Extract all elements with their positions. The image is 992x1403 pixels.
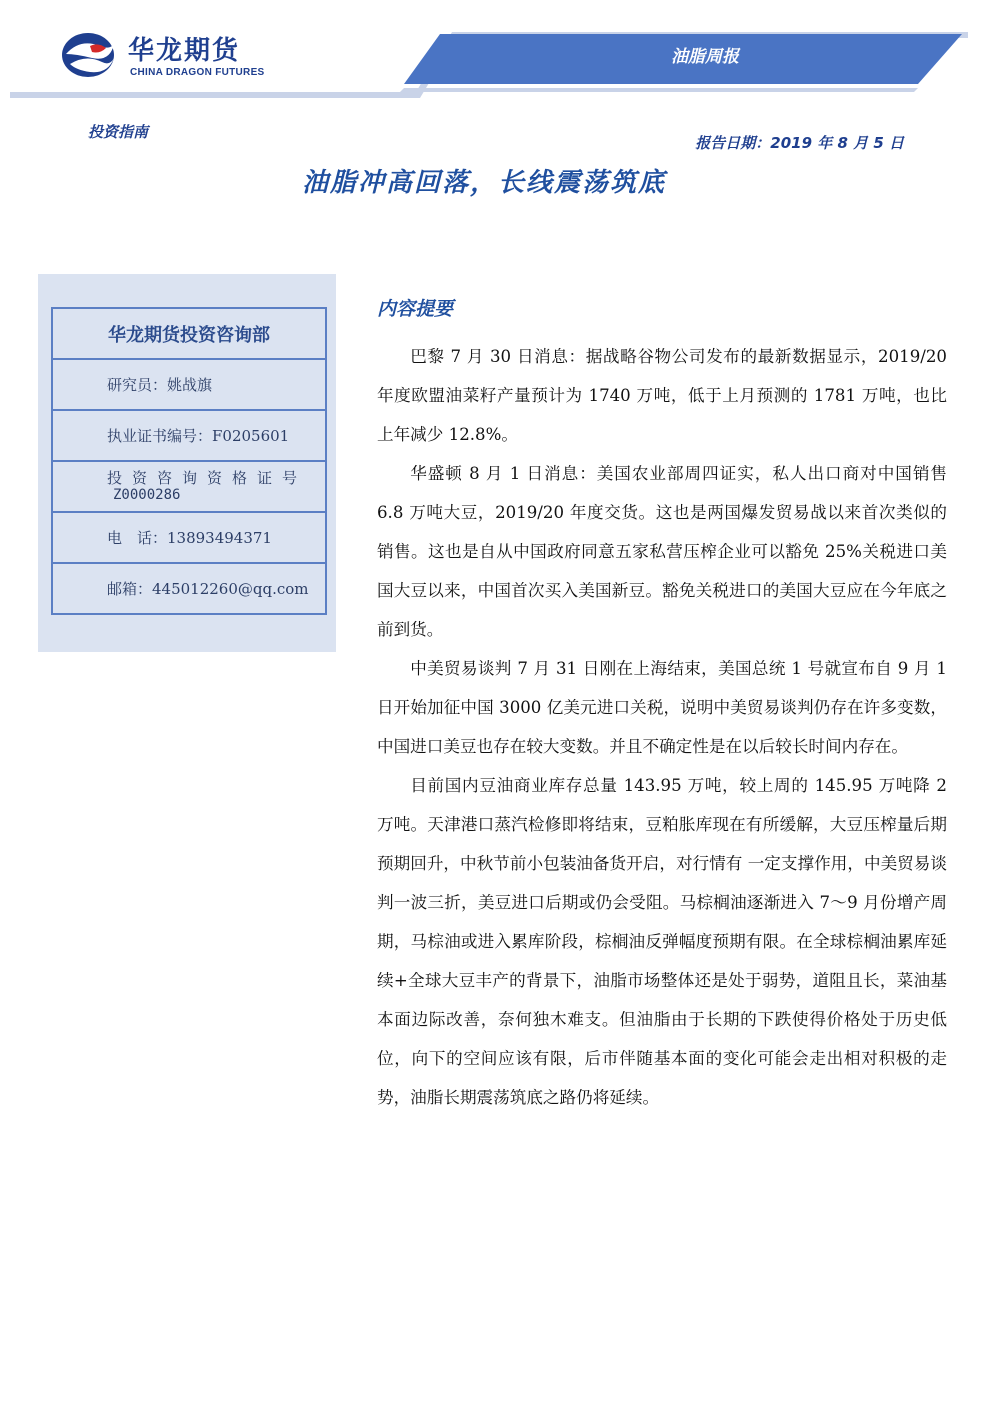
china-dragon-futures-logo-icon (60, 28, 120, 80)
category-label: 投资指南 (88, 123, 149, 141)
email-address: 邮箱：445012260@qq.com (107, 580, 309, 598)
qualification-value: Z0000286 (113, 487, 181, 503)
summary-paragraph: 中美贸易谈判 7 月 31 日刚在上海结束，美国总统 1 号就宣布自 9 月 1 日开始加征中国 3000 亿美元进口关税，说明中美贸易谈判仍存在许多变数，中国进口美豆也存在较大变数。并且不确定性是在以后较长时间内存在。 (377, 659, 947, 756)
report-date: 报告日期：2019 年 8 月 5 日 (695, 134, 904, 152)
report-title: 油脂冲高回落，长线震荡筑底 (301, 168, 666, 198)
qualification-label: 投资咨询资格证号 (107, 469, 308, 487)
brand-name-cn: 华龙期货 (128, 36, 241, 66)
summary-paragraph: 目前国内豆油商业库存总量 143.95 万吨，较上周的 145.95 万吨降 2 万吨。天津港口蒸汽检修即将结束，豆粕胀库现在有所缓解，大豆压榨量后期预期回升，中秋节前小包装油备货开启，对行情有 一定支撑作用，中美贸易谈判一波三折，美豆进口后期或仍会受阻。马棕榈油逐渐进入 7～9 月份增产周期，马棕油或进入累库阶段，棕榈油反弹幅度预期有限。在全球棕榈油累库延续+全球大豆丰产的背景下，油脂市场整体还是处于弱势，道阻且长，菜油基本面边际改善，奈何独木难支。但油脂由于长期的下跌使得价格处于历史低位，向下的空间应该有限，后市伴随基本面的变化可能会走出相对积极的走势，油脂长期震荡筑底之路仍将延续。 (377, 776, 947, 1107)
analyst-info-box (51, 307, 327, 615)
summary-paragraph: 巴黎 7 月 30 日消息：据战略谷物公司发布的最新数据显示，2019/20 年度欧盟油菜籽产量预计为 1740 万吨，低于上月预测的 1781 万吨，也比上年减少 12.8%。 (377, 347, 947, 444)
qualification-number (53, 462, 325, 513)
department-name: 华龙期货投资咨询部 (53, 309, 325, 360)
page-header (0, 0, 992, 110)
summary-paragraph: 华盛顿 8 月 1 日消息：美国农业部周四证实，私人出口商对中国销售 6.8 万吨大豆，2019/20 年度交货。这也是两国爆发贸易战以来首次类似的销售。这也是自从中国政府同意五家私营压榨企业可以豁免 25%关税进口美国大豆以来，中国首次买入美国新豆。豁免关税进口的美国大豆应在今年底之前到货。 (377, 464, 947, 639)
summary-heading: 内容提要 (377, 298, 454, 320)
analyst-info-panel (38, 274, 336, 652)
report-type-label: 油脂周报 (671, 47, 739, 67)
license-number: 执业证书编号：F0205601 (53, 411, 325, 462)
phone-number: 电 话：13893494371 (53, 513, 325, 564)
summary-body (377, 337, 947, 1117)
brand-name-en: CHINA DRAGON FUTURES (130, 67, 265, 78)
researcher-name: 研究员：姚战旗 (53, 360, 325, 411)
